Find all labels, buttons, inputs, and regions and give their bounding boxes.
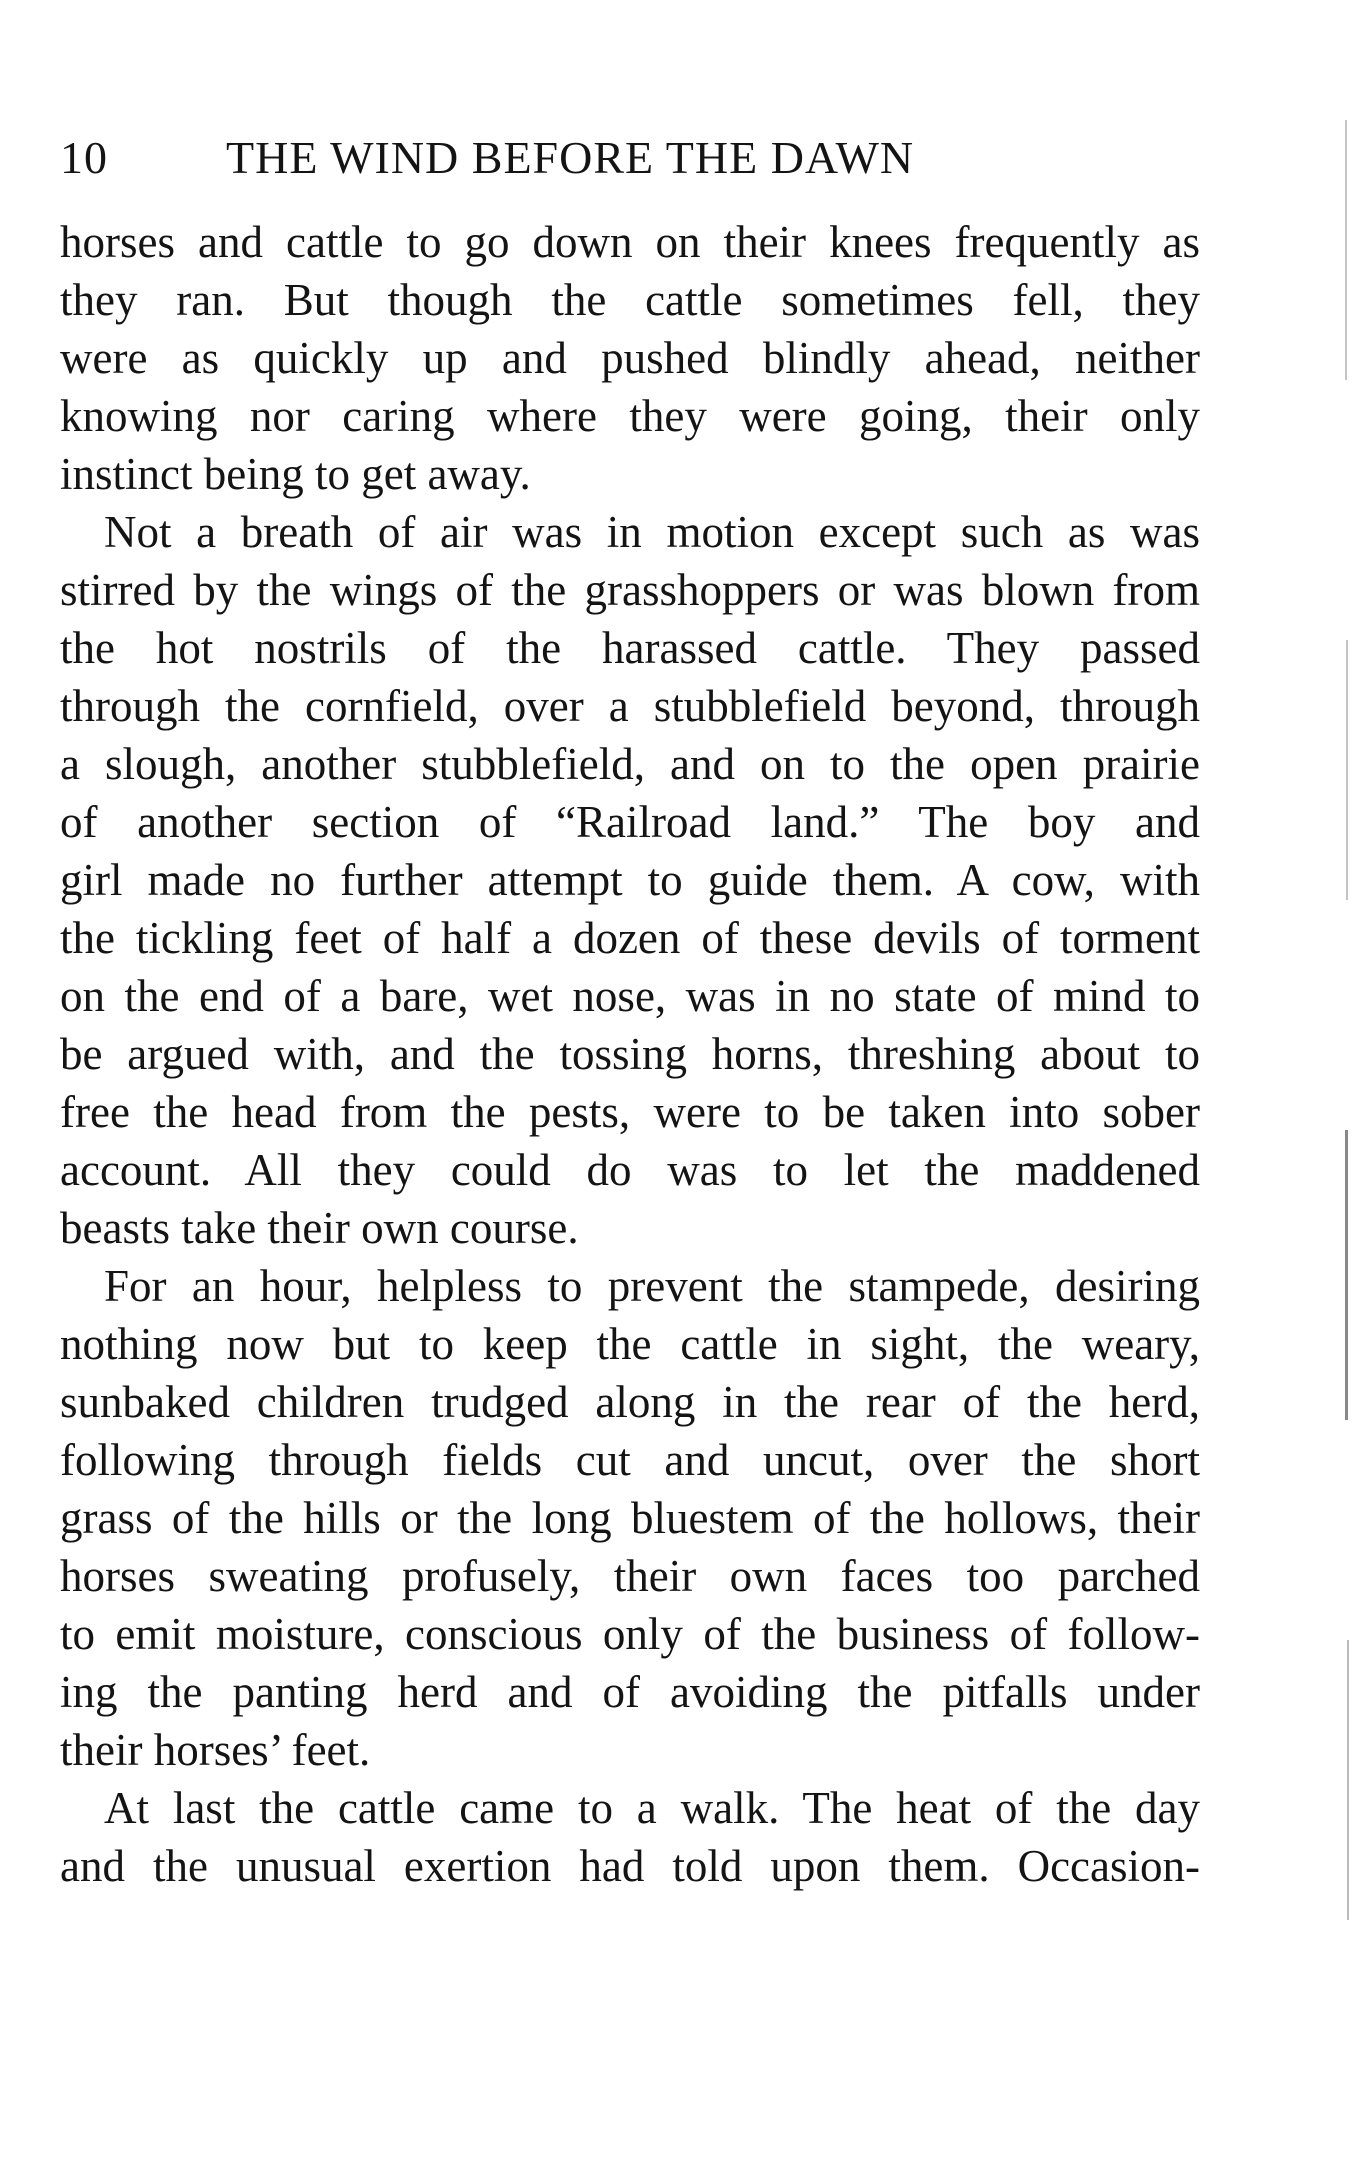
body-text	[60, 213, 1200, 1895]
text-line: they ran. But though the cattle sometimes fell, they	[60, 275, 1200, 325]
text-line: instinct being to get away.	[60, 449, 531, 499]
running-title: THE WIND BEFORE THE DAWN	[226, 132, 915, 183]
text-line: the hot nostrils of the harassed cattle. They passed	[60, 623, 1200, 673]
paragraph-4	[60, 1779, 1200, 1895]
text-line: horses sweating profusely, their own faces too parched	[60, 1551, 1200, 1601]
scan-edge-mark	[1345, 120, 1347, 380]
text-line: the tickling feet of half a dozen of these devils of torment	[60, 913, 1200, 963]
scan-edge-mark	[1347, 1640, 1349, 1920]
text-line: horses and cattle to go down on their knees frequently as	[60, 217, 1200, 267]
text-line: through the cornfield, over a stubblefield beyond, through	[60, 681, 1200, 731]
text-line: on the end of a bare, wet nose, was in no state of mind to	[60, 971, 1200, 1021]
text-line: stirred by the wings of the grasshoppers or was blown from	[60, 565, 1200, 615]
running-head	[60, 128, 1200, 188]
text-line: girl made no further attempt to guide them. A cow, with	[60, 855, 1200, 905]
paragraph-1	[60, 213, 1200, 503]
text-line: to emit moisture, conscious only of the business of follow-	[60, 1609, 1200, 1659]
text-line: a slough, another stubblefield, and on to the open prairie	[60, 739, 1200, 789]
paragraph-2	[60, 503, 1200, 1257]
text-line: grass of the hills or the long bluestem of the hollows, their	[60, 1493, 1200, 1543]
scan-edge-mark	[1346, 640, 1348, 900]
scan-edge-mark	[1345, 1130, 1348, 1420]
text-line: ing the panting herd and of avoiding the pitfalls under	[60, 1667, 1200, 1717]
text-line: beasts take their own course.	[60, 1203, 579, 1253]
text-line: following through fields cut and uncut, over the short	[60, 1435, 1200, 1485]
text-line: account. All they could do was to let the maddened	[60, 1145, 1200, 1195]
text-line: their horses’ feet.	[60, 1725, 371, 1775]
page-number: 10	[60, 132, 108, 183]
paragraph-3	[60, 1257, 1200, 1779]
text-line: and the unusual exertion had told upon them. Occasion-	[60, 1841, 1200, 1891]
text-line: For an hour, helpless to prevent the stampede, desiring	[104, 1261, 1200, 1311]
text-line: free the head from the pests, were to be taken into sober	[60, 1087, 1200, 1137]
text-line: were as quickly up and pushed blindly ahead, neither	[60, 333, 1200, 383]
text-line: be argued with, and the tossing horns, threshing about to	[60, 1029, 1200, 1079]
text-line: nothing now but to keep the cattle in sight, the weary,	[60, 1319, 1200, 1369]
text-line: knowing nor caring where they were going, their only	[60, 391, 1200, 441]
text-line: Not a breath of air was in motion except such as was	[104, 507, 1200, 557]
text-line: At last the cattle came to a walk. The heat of the day	[104, 1783, 1200, 1833]
text-line: of another section of “Railroad land.” The boy and	[60, 797, 1200, 847]
text-line: sunbaked children trudged along in the rear of the herd,	[60, 1377, 1200, 1427]
